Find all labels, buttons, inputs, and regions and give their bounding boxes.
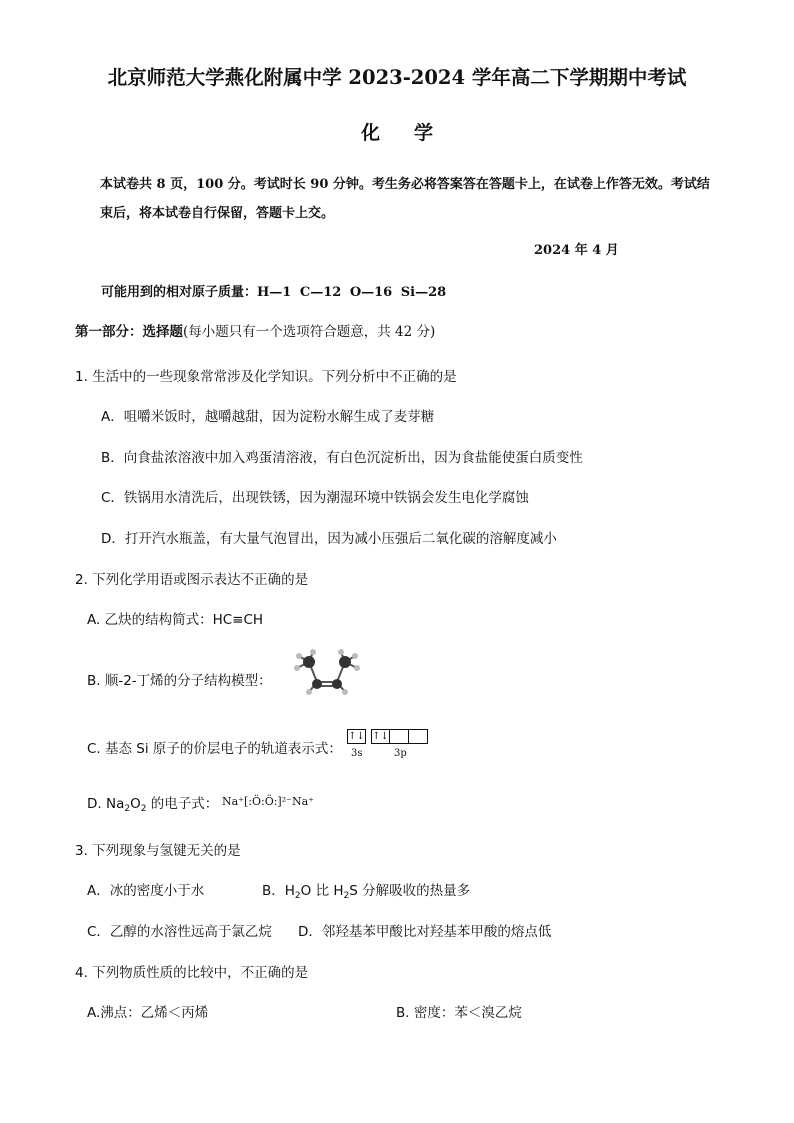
question-2-stem: 2. 下列化学用语或图示表达不正确的是 xyxy=(75,572,309,588)
question-3-option-c: C．乙醇的水溶性远高于氯乙烷 xyxy=(87,924,272,940)
exam-title: 北京师范大学燕化附属中学 2023-2024 学年高二下学期期中考试 xyxy=(107,66,687,89)
orbital-box-3s: ↑↓ xyxy=(348,731,365,742)
question-1-option-a: A．咀嚼米饭时，越嚼越甜，因为淀粉水解生成了麦芽糖 xyxy=(101,409,435,425)
question-3-stem: 3. 下列现象与氢键无关的是 xyxy=(75,843,241,859)
question-3-option-a: A．冰的密度小于水 xyxy=(87,883,205,899)
subject-char-1: 化 xyxy=(360,122,380,144)
exam-notice: 本试卷共 8 页，100 分。考试时长 90 分钟。考生务必将答案答在答题卡上，在试卷上作答无效。考试结束后，将本试卷自行保留，答题卡上交。 xyxy=(100,177,710,221)
section-heading xyxy=(75,320,435,340)
question-3-option-b: B．$H_2O$ 比 $H_2S$ 分解吸收的热量多 xyxy=(262,883,471,901)
cis-2-butene-model xyxy=(287,648,367,696)
question-1-option-d: D．打开汽水瓶盖，有大量气泡冒出，因为减小压强后二氧化碳的溶解度减小 xyxy=(101,531,557,547)
question-2-option-a: A. 乙炔的结构简式：HC≡CH xyxy=(87,612,264,628)
question-3-option-d: D．邻羟基苯甲酸比对羟基苯甲酸的熔点低 xyxy=(298,924,552,940)
orbital-3s xyxy=(347,729,366,744)
question-1-stem: 1. 生活中的一些现象常常涉及化学知识。下列分析中不正确的是 xyxy=(75,369,457,385)
question-2-option-b: B. 顺-2-丁烯的分子结构模型： xyxy=(87,673,272,689)
question-4-option-a: A.沸点：乙烯＜丙烯 xyxy=(87,1005,209,1021)
section-title: 第一部分：选择题 xyxy=(75,324,183,340)
orbital-3p xyxy=(371,729,428,744)
orbital-box-3p-2 xyxy=(390,729,409,744)
section-note: (每小题只有一个选项符合题意，共 42 分) xyxy=(183,324,436,340)
orbital-box-3p-3 xyxy=(409,729,428,744)
question-1-option-c: C．铁锅用水清洗后，出现铁锈，因为潮湿环境中铁锅会发生电化学腐蚀 xyxy=(101,490,529,506)
question-2-option-c: C. 基态 Si 原子的价层电子的轨道表示式： xyxy=(87,741,342,757)
subject-heading xyxy=(0,118,794,145)
question-4-option-b: B. 密度：苯＜溴乙烷 xyxy=(396,1005,522,1021)
subject-char-2: 学 xyxy=(414,122,434,144)
orbital-box-3p-1: ↑↓ xyxy=(372,731,389,742)
atomic-masses: 可能用到的相对原子质量：H—1 C—12 O—16 Si—28 xyxy=(101,285,447,300)
orbital-label-3s: 3s xyxy=(351,748,363,759)
question-4-stem: 4. 下列物质性质的比较中，不正确的是 xyxy=(75,965,309,981)
exam-date: 2024 年 4 月 xyxy=(534,243,619,258)
orbital-label-3p: 3p xyxy=(394,748,407,759)
question-1-option-b: B．向食盐浓溶液中加入鸡蛋清溶液，有白色沉淀析出，因为食盐能使蛋白质变性 xyxy=(101,450,583,466)
question-2-option-d: D. $Na_2O_2$ 的电子式： xyxy=(87,796,219,814)
sodium-peroxide-electron-formula: Na⁺[:Ö:Ö:]²⁻Na⁺ xyxy=(222,795,314,808)
